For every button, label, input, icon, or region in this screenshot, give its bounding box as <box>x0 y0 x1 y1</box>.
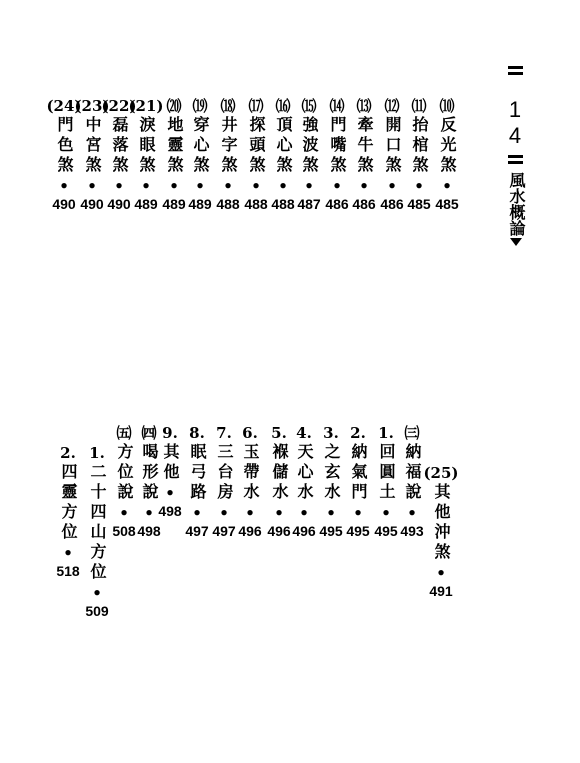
entry-number: ㈢ <box>404 424 420 442</box>
page-number: 488 <box>271 196 295 212</box>
entry-title: 門色煞 <box>54 116 74 176</box>
page-number: 486 <box>380 196 404 212</box>
toc-entry[interactable] <box>407 98 430 212</box>
entry-title: 抬棺煞 <box>409 116 429 176</box>
entry-number: ㈤ <box>116 424 132 442</box>
chapter-title <box>506 172 526 246</box>
leader-dot: • <box>63 544 73 562</box>
entry-title: 眠弓路 <box>187 443 207 503</box>
leader-dot: • <box>414 177 424 195</box>
entry-number: 6. <box>242 424 258 442</box>
leader-dot: • <box>141 177 151 195</box>
page-number: 485 <box>435 196 459 212</box>
down-arrow-icon <box>510 238 522 246</box>
leader-dot: • <box>114 177 124 195</box>
entry-number: ⒃ <box>275 97 291 115</box>
entry-number: 1. <box>378 424 394 442</box>
toc-entry[interactable] <box>292 425 315 539</box>
entry-number: ⑽ <box>439 97 455 115</box>
page-number: 508 <box>112 523 136 539</box>
leader-dot: • <box>381 504 391 522</box>
entry-number: (21) <box>128 97 164 115</box>
entry-title: 二十四山方位 <box>87 463 107 583</box>
entry-title: 淚眼煞 <box>136 116 156 176</box>
entry-title: 四靈方位 <box>58 463 78 543</box>
page-number: 495 <box>319 523 343 539</box>
leader-dot: • <box>169 177 179 195</box>
chapter-number-digit: 1 <box>508 97 522 122</box>
entry-number: ⒂ <box>301 97 317 115</box>
mid-rule <box>508 161 523 164</box>
entry-title: 喝形說 <box>139 443 159 503</box>
toc-entry[interactable] <box>374 425 397 539</box>
leader-dot: • <box>59 177 69 195</box>
page-number: 496 <box>267 523 291 539</box>
leader-dot: • <box>119 504 129 522</box>
leader-dot: • <box>92 584 102 602</box>
leader-dot: • <box>436 564 446 582</box>
page-number: 490 <box>52 196 76 212</box>
page-number: 486 <box>325 196 349 212</box>
page-number: 498 <box>137 523 161 539</box>
entry-title: 天心水 <box>294 443 314 503</box>
entry-title: 納福說 <box>402 443 422 503</box>
entry-number: 9. <box>162 424 178 442</box>
leader-dot: • <box>195 177 205 195</box>
entry-number: ㈣ <box>141 424 157 442</box>
page-number: 489 <box>188 196 212 212</box>
leader-dot: • <box>219 504 229 522</box>
entry-title: 強波煞 <box>299 116 319 176</box>
entry-number: (25) <box>423 464 459 482</box>
page-number: 497 <box>212 523 236 539</box>
entry-title: 納氣門 <box>348 443 368 503</box>
entry-title: 三台房 <box>214 443 234 503</box>
entry-number: ⑾ <box>411 97 427 115</box>
toc-entry[interactable] <box>346 425 369 539</box>
entry-number: 8. <box>189 424 205 442</box>
entry-title: 之玄水 <box>321 443 341 503</box>
entry-number: 7. <box>216 424 232 442</box>
page-number: 498 <box>158 503 182 519</box>
toc-entry[interactable] <box>319 425 342 539</box>
entry-number: (24) <box>46 97 82 115</box>
leader-dot: • <box>223 177 233 195</box>
toc-entry[interactable] <box>267 425 290 539</box>
entry-number: 4. <box>296 424 312 442</box>
page-number: 489 <box>134 196 158 212</box>
entry-title: 反光煞 <box>437 116 457 176</box>
page-number: 490 <box>80 196 104 212</box>
entry-title: 玉帶水 <box>240 443 260 503</box>
leader-dot: • <box>278 177 288 195</box>
toc-entry[interactable] <box>137 425 160 539</box>
toc-entry[interactable] <box>400 425 423 539</box>
leader-dot: • <box>144 504 154 522</box>
entry-title: 井字煞 <box>218 116 238 176</box>
leader-dot: • <box>332 177 342 195</box>
page-number: 485 <box>407 196 431 212</box>
page-number: 491 <box>429 583 453 599</box>
toc-entry[interactable] <box>297 98 320 212</box>
chapter-number-digit: 4 <box>508 123 522 148</box>
entry-title: 門嘴煞 <box>327 116 347 176</box>
page-number: 495 <box>346 523 370 539</box>
leader-dot: • <box>326 504 336 522</box>
top-rule <box>508 66 523 69</box>
toc-entry[interactable] <box>216 98 239 212</box>
entry-number: ⒄ <box>248 97 264 115</box>
toc-entry[interactable] <box>112 425 135 539</box>
toc-entry[interactable] <box>238 425 261 539</box>
leader-dot: • <box>442 177 452 195</box>
entry-number: (23) <box>74 97 110 115</box>
entry-title: 其他 <box>160 443 180 483</box>
entry-title: 探頭煞 <box>246 116 266 176</box>
toc-entry[interactable] <box>158 425 181 519</box>
toc-entry[interactable] <box>325 98 348 212</box>
page-number: 487 <box>297 196 321 212</box>
entry-title: 褓儲水 <box>269 443 289 503</box>
entry-title: 磊落煞 <box>109 116 129 176</box>
entry-title: 穿心煞 <box>190 116 210 176</box>
entry-number: 1. <box>89 444 105 462</box>
toc-entry[interactable] <box>352 98 375 212</box>
leader-dot: • <box>387 177 397 195</box>
leader-dot: • <box>165 484 175 502</box>
toc-entry[interactable] <box>188 98 211 212</box>
entry-number: 2. <box>60 444 76 462</box>
entry-number: ⒅ <box>220 97 236 115</box>
toc-entry[interactable] <box>56 445 79 579</box>
page-number: 490 <box>107 196 131 212</box>
entry-title: 頂心煞 <box>273 116 293 176</box>
page-number: 496 <box>292 523 316 539</box>
toc-entry[interactable] <box>212 425 235 539</box>
page-number: 509 <box>85 603 109 619</box>
entry-title: 牽牛煞 <box>354 116 374 176</box>
entry-number: 2. <box>350 424 366 442</box>
entry-number: 3. <box>323 424 339 442</box>
entry-number: (22) <box>101 97 137 115</box>
leader-dot: • <box>192 504 202 522</box>
leader-dot: • <box>407 504 417 522</box>
toc-entry[interactable] <box>423 465 458 599</box>
entry-number: ⑿ <box>384 97 400 115</box>
toc-entry[interactable] <box>244 98 267 212</box>
entry-number: ⒀ <box>356 97 372 115</box>
entry-title: 中宮煞 <box>82 116 102 176</box>
leader-dot: • <box>359 177 369 195</box>
page-number: 488 <box>244 196 268 212</box>
leader-dot: • <box>245 504 255 522</box>
entry-number: ⒁ <box>329 97 345 115</box>
page-number: 496 <box>238 523 262 539</box>
page-number: 493 <box>400 523 424 539</box>
entry-number: 5. <box>271 424 287 442</box>
entry-title: 地靈煞 <box>164 116 184 176</box>
leader-dot: • <box>274 504 284 522</box>
toc-entry[interactable] <box>162 98 185 212</box>
entry-title: 其他沖煞 <box>431 483 451 563</box>
toc-entry[interactable] <box>185 425 208 539</box>
leader-dot: • <box>304 177 314 195</box>
leader-dot: • <box>299 504 309 522</box>
toc-entry[interactable] <box>380 98 403 212</box>
leader-dot: • <box>251 177 261 195</box>
page-number: 489 <box>162 196 186 212</box>
toc-entry[interactable] <box>271 98 294 212</box>
toc-entry[interactable] <box>46 98 81 212</box>
page-number: 497 <box>185 523 209 539</box>
entry-number: ⒆ <box>192 97 208 115</box>
page-number: 495 <box>374 523 398 539</box>
leader-dot: • <box>87 177 97 195</box>
toc-entry[interactable] <box>435 98 458 212</box>
entry-number: ⒇ <box>166 97 182 115</box>
page-number: 488 <box>216 196 240 212</box>
page-number: 518 <box>56 563 80 579</box>
top-rule <box>508 72 523 75</box>
mid-rule <box>508 155 523 158</box>
leader-dot: • <box>353 504 363 522</box>
entry-title: 方位說 <box>114 443 134 503</box>
toc-entry[interactable] <box>85 445 108 619</box>
entry-title: 回圓土 <box>376 443 396 503</box>
chapter-title-text: 風水概論 <box>507 172 526 236</box>
page-number: 486 <box>352 196 376 212</box>
entry-title: 開口煞 <box>382 116 402 176</box>
